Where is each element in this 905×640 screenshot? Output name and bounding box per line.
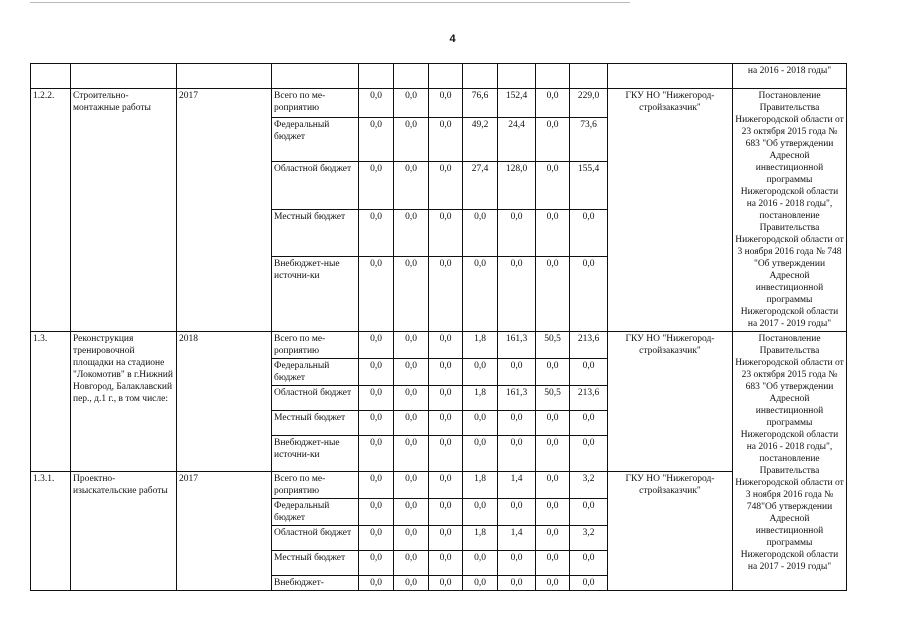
value-cell: 0,0 — [463, 576, 498, 591]
value-cell: 0,0 — [429, 436, 463, 472]
value-cell: 0,0 — [359, 551, 394, 576]
value-cell: 0,0 — [429, 551, 463, 576]
value-cell: 0,0 — [394, 472, 429, 499]
documents-cell: на 2016 - 2018 годы" — [733, 64, 847, 89]
value-cell: 0,0 — [359, 386, 394, 411]
item-year-cell: 2018 — [177, 332, 272, 472]
value-cell: 0,0 — [429, 209, 463, 257]
value-cell: 50,5 — [536, 332, 570, 359]
source-label-cell: Всего по ме-роприятию — [272, 89, 359, 118]
value-cell: 50,5 — [536, 386, 570, 411]
value-cell: 0,0 — [570, 257, 608, 332]
value-cell: 0,0 — [536, 472, 570, 499]
value-cell: 155,4 — [570, 162, 608, 210]
value-cell: 0,0 — [359, 359, 394, 386]
value-cell: 76,6 — [463, 89, 498, 118]
value-cell: 229,0 — [570, 89, 608, 118]
source-label-cell: Всего по ме-роприятию — [272, 472, 359, 499]
source-label-cell: Всего по ме-роприятию — [272, 332, 359, 359]
source-label-cell: Местный бюджет — [272, 411, 359, 436]
value-cell: 0,0 — [536, 436, 570, 472]
value-cell: 0,0 — [394, 499, 429, 526]
value-cell: 0,0 — [570, 576, 608, 591]
value-cell: 0,0 — [429, 359, 463, 386]
value-cell: 1,4 — [498, 472, 536, 499]
value-cell: 0,0 — [359, 576, 394, 591]
value-cell: 0,0 — [498, 551, 536, 576]
value-cell: 0,0 — [429, 499, 463, 526]
value-cell: 0,0 — [570, 209, 608, 257]
value-cell: 0,0 — [429, 411, 463, 436]
item-code-cell: 1.3.1. — [31, 472, 71, 591]
value-cell: 128,0 — [498, 162, 536, 210]
value-cell: 3,2 — [570, 526, 608, 551]
value-cell: 0,0 — [394, 551, 429, 576]
value-cell: 0,0 — [498, 499, 536, 526]
value-cell: 0,0 — [536, 526, 570, 551]
executor-cell: ГКУ НО "Нижегород-стройзаказчик" — [608, 332, 733, 472]
source-label-cell: Внебюджет-ные источни-ки — [272, 257, 359, 332]
value-cell: 0,0 — [536, 209, 570, 257]
value-cell: 0,0 — [359, 89, 394, 118]
value-cell: 213,6 — [570, 332, 608, 359]
value-cell: 0,0 — [394, 386, 429, 411]
value-cell: 0,0 — [394, 209, 429, 257]
value-cell: 0,0 — [498, 209, 536, 257]
value-cell: 0,0 — [536, 551, 570, 576]
value-cell: 0,0 — [429, 386, 463, 411]
scan-top-border — [30, 2, 630, 3]
documents-cell: Постановление Правительства Нижегородской области от 23 октября 2015 года № 683 "Об утверждении Адресной инвестиционной программы Нижегородской области на 2016 - 2018 годы", постановление Правительства Нижегородской области от 3 ноября 2016 года № 748 "Об утверждении Адресной инвестиционной программы Нижегородской области на 2017 - 2019 годы" — [733, 89, 847, 332]
executor-cell: ГКУ НО "Нижегород-стройзаказчик" — [608, 472, 733, 591]
value-cell: 0,0 — [498, 257, 536, 332]
value-cell: 27,4 — [463, 162, 498, 210]
table-row — [31, 472, 847, 499]
source-label-cell: Внебюджет- — [272, 576, 359, 591]
value-cell: 0,0 — [394, 118, 429, 162]
value-cell: 1,8 — [463, 332, 498, 359]
value-cell: 49,2 — [463, 118, 498, 162]
value-cell: 0,0 — [359, 411, 394, 436]
value-cell: 1,8 — [463, 386, 498, 411]
value-cell: 0,0 — [359, 526, 394, 551]
value-cell: 0,0 — [463, 499, 498, 526]
value-cell: 0,0 — [463, 209, 498, 257]
value-cell: 213,6 — [570, 386, 608, 411]
value-cell: 24,4 — [498, 118, 536, 162]
continuation-row — [31, 64, 847, 89]
value-cell: 0,0 — [394, 332, 429, 359]
value-cell: 0,0 — [394, 359, 429, 386]
value-cell: 0,0 — [394, 89, 429, 118]
executor-cell: ГКУ НО "Нижегород-стройзаказчик" — [608, 89, 733, 332]
value-cell: 0,0 — [394, 411, 429, 436]
item-code-cell: 1.2.2. — [31, 89, 71, 332]
value-cell: 0,0 — [498, 576, 536, 591]
value-cell: 0,0 — [570, 551, 608, 576]
value-cell: 0,0 — [536, 89, 570, 118]
value-cell: 0,0 — [359, 162, 394, 210]
value-cell: 0,0 — [359, 209, 394, 257]
value-cell: 0,0 — [463, 359, 498, 386]
value-cell: 152,4 — [498, 89, 536, 118]
source-label-cell: Федеральный бюджет — [272, 118, 359, 162]
value-cell: 0,0 — [498, 436, 536, 472]
value-cell: 0,0 — [394, 576, 429, 591]
value-cell: 0,0 — [536, 576, 570, 591]
value-cell: 73,6 — [570, 118, 608, 162]
value-cell: 0,0 — [463, 257, 498, 332]
source-label-cell: Федеральный бюджет — [272, 499, 359, 526]
value-cell: 0,0 — [429, 576, 463, 591]
value-cell: 0,0 — [359, 118, 394, 162]
value-cell: 0,0 — [536, 162, 570, 210]
value-cell: 0,0 — [570, 436, 608, 472]
value-cell: 0,0 — [359, 499, 394, 526]
source-label-cell: Областной бюджет — [272, 386, 359, 411]
value-cell: 0,0 — [463, 411, 498, 436]
value-cell: 0,0 — [429, 332, 463, 359]
value-cell: 161,3 — [498, 386, 536, 411]
value-cell: 0,0 — [359, 436, 394, 472]
value-cell: 0,0 — [570, 359, 608, 386]
value-cell: 0,0 — [570, 411, 608, 436]
value-cell: 0,0 — [536, 411, 570, 436]
value-cell: 0,0 — [429, 257, 463, 332]
value-cell: 0,0 — [536, 257, 570, 332]
source-label-cell: Федеральный бюджет — [272, 359, 359, 386]
value-cell: 0,0 — [429, 472, 463, 499]
value-cell: 1,8 — [463, 526, 498, 551]
value-cell: 0,0 — [429, 526, 463, 551]
value-cell: 0,0 — [536, 499, 570, 526]
value-cell: 0,0 — [359, 472, 394, 499]
value-cell: 0,0 — [359, 332, 394, 359]
value-cell: 0,0 — [463, 436, 498, 472]
item-name-cell: Проектно-изыскательские работы — [71, 472, 177, 591]
value-cell: 0,0 — [394, 162, 429, 210]
value-cell: 0,0 — [429, 162, 463, 210]
source-label-cell: Внебюджет-ные источни-ки — [272, 436, 359, 472]
value-cell: 0,0 — [570, 499, 608, 526]
item-code-cell: 1.3. — [31, 332, 71, 472]
value-cell: 0,0 — [394, 257, 429, 332]
table-row — [31, 89, 847, 118]
value-cell: 0,0 — [429, 89, 463, 118]
value-cell: 1,8 — [463, 472, 498, 499]
value-cell: 0,0 — [536, 118, 570, 162]
value-cell: 0,0 — [463, 551, 498, 576]
value-cell: 0,0 — [498, 411, 536, 436]
documents-cell: Постановление Правительства Нижегородской области от 23 октября 2015 года № 683 "Об утверждении Адресной инвестиционной программы Нижегородской области на 2016 - 2018 годы", постановление Правительства Нижегородской области от 3 ноября 2016 года № 748"Об утверждении Адресной инвестиционной программы Нижегородской области на 2017 - 2019 годы" — [733, 332, 847, 591]
source-label-cell: Областной бюджет — [272, 162, 359, 210]
item-year-cell: 2017 — [177, 472, 272, 591]
item-name-cell: Реконструкция тренировочной площадки на стадионе "Локомотив" в г.Нижний Новгород, Балаклавский пер., д.1 г., в том числе: — [71, 332, 177, 472]
value-cell: 0,0 — [359, 257, 394, 332]
value-cell: 0,0 — [429, 118, 463, 162]
value-cell: 0,0 — [536, 359, 570, 386]
value-cell: 161,3 — [498, 332, 536, 359]
item-name-cell: Строительно-монтажные работы — [71, 89, 177, 332]
source-label-cell: Местный бюджет — [272, 551, 359, 576]
program-table — [30, 63, 847, 591]
item-year-cell: 2017 — [177, 89, 272, 332]
source-label-cell: Местный бюджет — [272, 209, 359, 257]
page-number: 4 — [449, 33, 456, 45]
value-cell: 1,4 — [498, 526, 536, 551]
value-cell: 0,0 — [394, 436, 429, 472]
value-cell: 3,2 — [570, 472, 608, 499]
value-cell: 0,0 — [394, 526, 429, 551]
source-label-cell: Областной бюджет — [272, 526, 359, 551]
value-cell: 0,0 — [498, 359, 536, 386]
table-row — [31, 332, 847, 359]
